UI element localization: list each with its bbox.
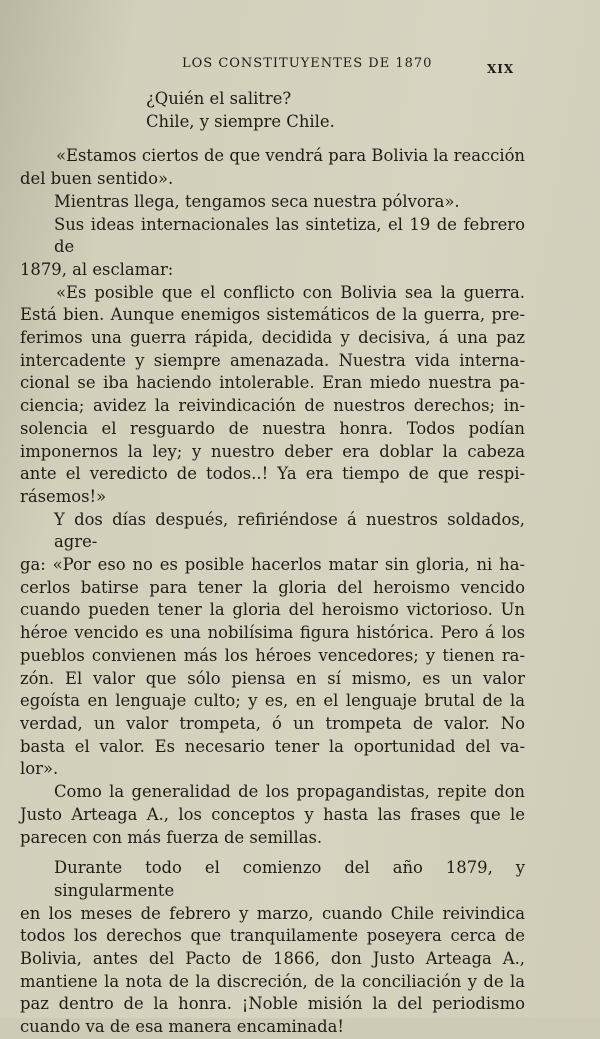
verse-line: Chile, y siempre Chile.: [146, 111, 335, 131]
text-line: Justo Arteaga A., los conceptos y hasta las frases que le: [20, 804, 525, 824]
text-line: egoísta en lenguaje culto; y es, en el lenguaje brutal de la: [20, 691, 525, 711]
text-line: verdad, un valor trompeta, ó un trompeta de valor. No: [20, 713, 525, 733]
paragraph: [20, 857, 525, 1039]
text-line: Mientras llega, tengamos seca nuestra pólvora».: [54, 191, 460, 211]
text-line: ciencia; avidez la reivindicación de nuestros derechos; in-: [20, 396, 525, 416]
text-line: cional se iba haciendo intolerable. Eran miedo nuestra pa-: [20, 373, 525, 393]
text-line: cerlos batirse para tener la gloria del heroismo vencido: [20, 577, 525, 597]
paragraph: [20, 191, 525, 214]
paragraph: [20, 214, 525, 282]
text-line: 1879, al esclamar:: [20, 259, 174, 279]
text-line: lor».: [20, 759, 59, 779]
text-line: todos los derechos que tranquilamente poseyera cerca de: [20, 926, 525, 946]
body-text: [20, 88, 525, 1039]
text-line: Como la generalidad de los propagandistas, repite don: [54, 782, 525, 802]
text-line: «Es posible que el conflicto con Bolivia sea la guerra.: [56, 282, 525, 302]
text-line: basta el valor. Es necesario tener la oportunidad del va-: [20, 736, 525, 756]
text-line: ante el veredicto de todos..! Ya era tiempo de que respi-: [20, 464, 525, 484]
text-line: héroe vencido es una nobilísima figura histórica. Pero á los: [20, 623, 525, 643]
text-line: cuando pueden tener la gloria del heroismo victorioso. Un: [20, 600, 525, 620]
text-line: Durante todo el comienzo del año 1879, y singularmente: [54, 858, 525, 900]
running-title: LOS CONSTITUYENTES DE 1870: [182, 56, 433, 71]
text-line: ferimos una guerra rápida, decidida y decisiva, á una paz: [20, 328, 525, 348]
text-line: Sus ideas internacionales las sintetiza, el 19 de febrero de: [54, 214, 525, 257]
text-line: Y dos días después, refiriéndose á nuestros soldados, agre-: [54, 509, 525, 552]
page-number: XIX: [487, 62, 515, 76]
text-line: paz dentro de la honra. ¡Noble misión la del periodismo: [20, 994, 525, 1014]
text-line: imponernos la ley; y nuestro deber era doblar la cabeza: [20, 441, 525, 461]
text-line: pueblos convienen más los héroes vencedores; y tienen ra-: [20, 645, 525, 665]
text-line: del buen sentido».: [20, 169, 174, 189]
text-line: cuando va de esa manera encaminada!: [20, 1017, 344, 1037]
text-line: rásemos!»: [20, 486, 107, 506]
text-line: zón. El valor que sólo piensa en sí mismo, es un valor: [20, 668, 525, 688]
text-line: Está bien. Aunque enemigos sistemáticos de la guerra, pre-: [20, 305, 525, 325]
text-line: Bolivia, antes del Pacto de 1866, don Justo Arteaga A.,: [20, 949, 525, 969]
paragraph: [20, 145, 525, 190]
text-line: solencia el resguardo de nuestra honra. Todos podían: [20, 418, 525, 438]
text-line: ga: «Por eso no es posible hacerlos matar sin gloria, ni ha-: [20, 555, 525, 575]
paragraph: [20, 282, 525, 509]
paragraph: [20, 781, 525, 849]
text-line: «Estamos ciertos de que vendrá para Bolivia la reacción: [56, 146, 525, 166]
text-line: intercadente y siempre amenazada. Nuestra vida interna-: [20, 350, 525, 370]
verse-quote: [20, 88, 525, 133]
paragraph: [20, 509, 525, 781]
text-line: mantiene la nota de la discreción, de la conciliación y de la: [20, 971, 525, 991]
text-line: parecen con más fuerza de semillas.: [20, 827, 323, 847]
verse-line: ¿Quién el salitre?: [146, 89, 292, 108]
page-header: [0, 56, 600, 76]
text-line: en los meses de febrero y marzo, cuando Chile reivindica: [20, 903, 525, 923]
